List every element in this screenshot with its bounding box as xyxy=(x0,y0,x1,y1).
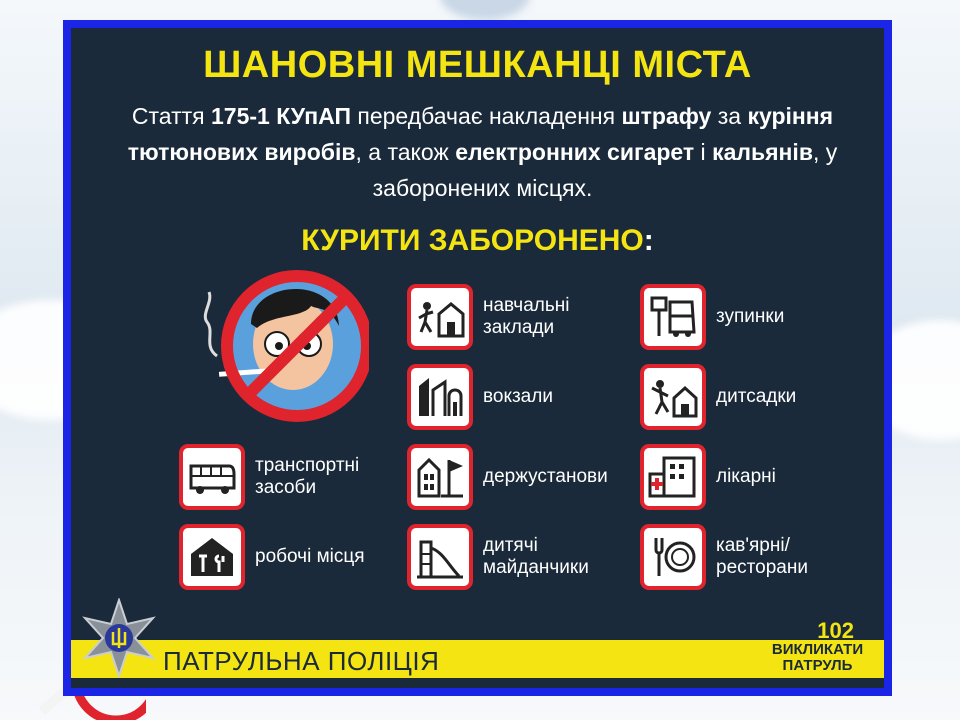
list-item-restaurants xyxy=(640,524,808,590)
list-item-government xyxy=(407,444,608,510)
list-item-label: навчальні заклади xyxy=(483,295,570,338)
list-item-schools xyxy=(407,284,569,350)
station-icon xyxy=(407,364,473,430)
bus-icon xyxy=(179,444,245,510)
list-item-label: робочі місця xyxy=(255,546,365,567)
list-item-transport xyxy=(179,444,359,510)
bus-stop-icon xyxy=(640,284,706,350)
government-building-icon xyxy=(407,444,473,510)
poster xyxy=(63,20,892,696)
list-item-hospitals xyxy=(640,444,776,510)
playground-icon xyxy=(407,524,473,590)
list-item-label: зупинки xyxy=(716,306,785,327)
list-item-label: держустанови xyxy=(483,466,608,487)
list-item-label: дитячі майданчики xyxy=(483,535,589,578)
restaurant-icon xyxy=(640,524,706,590)
list-item-label: дитсадки xyxy=(716,386,797,407)
list-item-label: транспортні засоби xyxy=(255,455,360,498)
list-item-label: вокзали xyxy=(483,386,553,407)
list-item-stops xyxy=(640,284,784,350)
background-cloud xyxy=(440,0,530,20)
emergency-number: 102 xyxy=(817,618,854,643)
intro-text: Стаття 175-1 КУпАП передбачає накладення штрафу за куріння тютюнових виробів, а також електронних сигарет і кальянів, у заборонених місцях. xyxy=(127,103,838,201)
call-patrol-label: ВИКЛИКАТИ ПАТРУЛЬ xyxy=(771,641,864,674)
list-item-kindergartens xyxy=(640,364,796,430)
workplace-icon xyxy=(179,524,245,590)
list-item-label: кав'ярні/ ресторани xyxy=(716,535,808,578)
police-star-badge-icon xyxy=(79,598,159,678)
patrol-police-label: ПАТРУЛЬНА ПОЛІЦІЯ xyxy=(163,646,440,676)
list-item-playgrounds xyxy=(407,524,589,590)
no-smoking-boy-icon xyxy=(199,266,369,426)
hospital-icon xyxy=(640,444,706,510)
school-icon xyxy=(407,284,473,350)
list-item-workplaces xyxy=(179,524,365,590)
prohibition-heading: КУРИТИ ЗАБОРОНЕНО: xyxy=(301,224,654,257)
list-item-stations xyxy=(407,364,553,430)
kindergarten-icon xyxy=(640,364,706,430)
list-item-label: лікарні xyxy=(716,466,776,487)
poster-title: ШАНОВНІ МЕШКАНЦІ МІСТА xyxy=(203,44,752,86)
